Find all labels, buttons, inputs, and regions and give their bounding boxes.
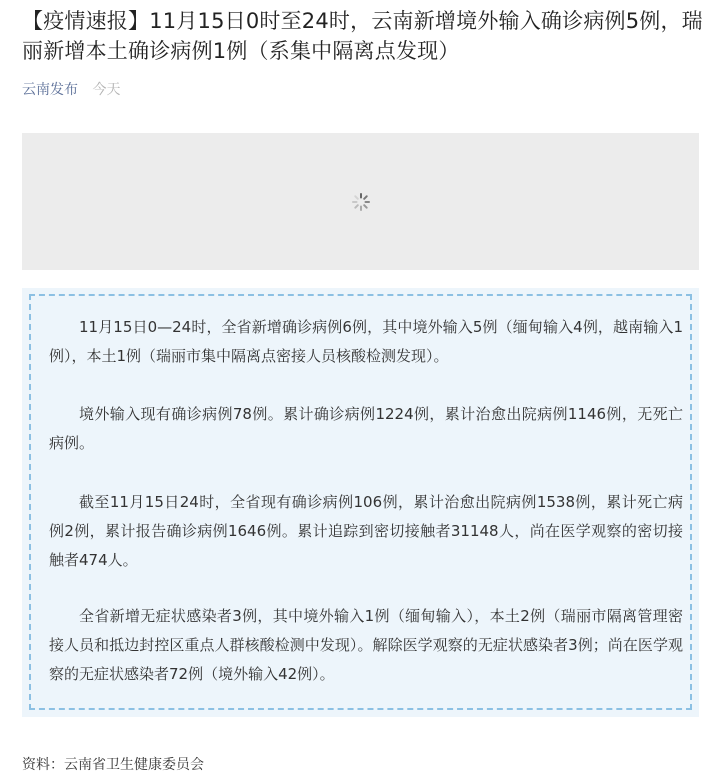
summary-paragraph: 截至11月15日24时，全省现有确诊病例106例，累计治愈出院病例1538例，累计死亡病例2例，累计报告确诊病例1646例。累计追踪到密切接触者31148人，尚在医学观察的密切接触者474人。 xyxy=(49,493,683,569)
source-note: 资料：云南省卫生健康委员会 xyxy=(22,757,204,773)
publish-time: 今天 xyxy=(92,82,121,98)
summary-paragraph: 11月15日0—24时，全省新增确诊病例6例，其中境外输入5例（缅甸输入4例，越南输入1例），本土1例（瑞丽市集中隔离点密接人员核酸检测发现）。 xyxy=(49,318,683,365)
summary-paragraph: 全省新增无症状感染者3例，其中境外输入1例（缅甸输入），本土2例（瑞丽市隔离管理密接人员和抵边封控区重点人群核酸检测中发现）。解除医学观察的无症状感染者3例；尚在医学观察的无症状感染者72例（境外输入42例）。 xyxy=(49,607,683,683)
loading-spinner-icon xyxy=(351,192,371,212)
account-name-link[interactable]: 云南发布 xyxy=(22,82,78,98)
summary-paragraph: 境外输入现有确诊病例78例。累计确诊病例1224例，累计治愈出院病例1146例，无死亡病例。 xyxy=(49,405,683,452)
article-meta xyxy=(22,80,120,100)
article-image-placeholder[interactable] xyxy=(22,133,699,270)
article-title: 【疫情速报】11月15日0时至24时，云南新增境外输入确诊病例5例，瑞丽新增本土确诊病例1例（系集中隔离点发现） xyxy=(22,9,703,63)
summary-panel xyxy=(22,288,699,717)
summary-panel-dashed-border xyxy=(29,294,692,710)
